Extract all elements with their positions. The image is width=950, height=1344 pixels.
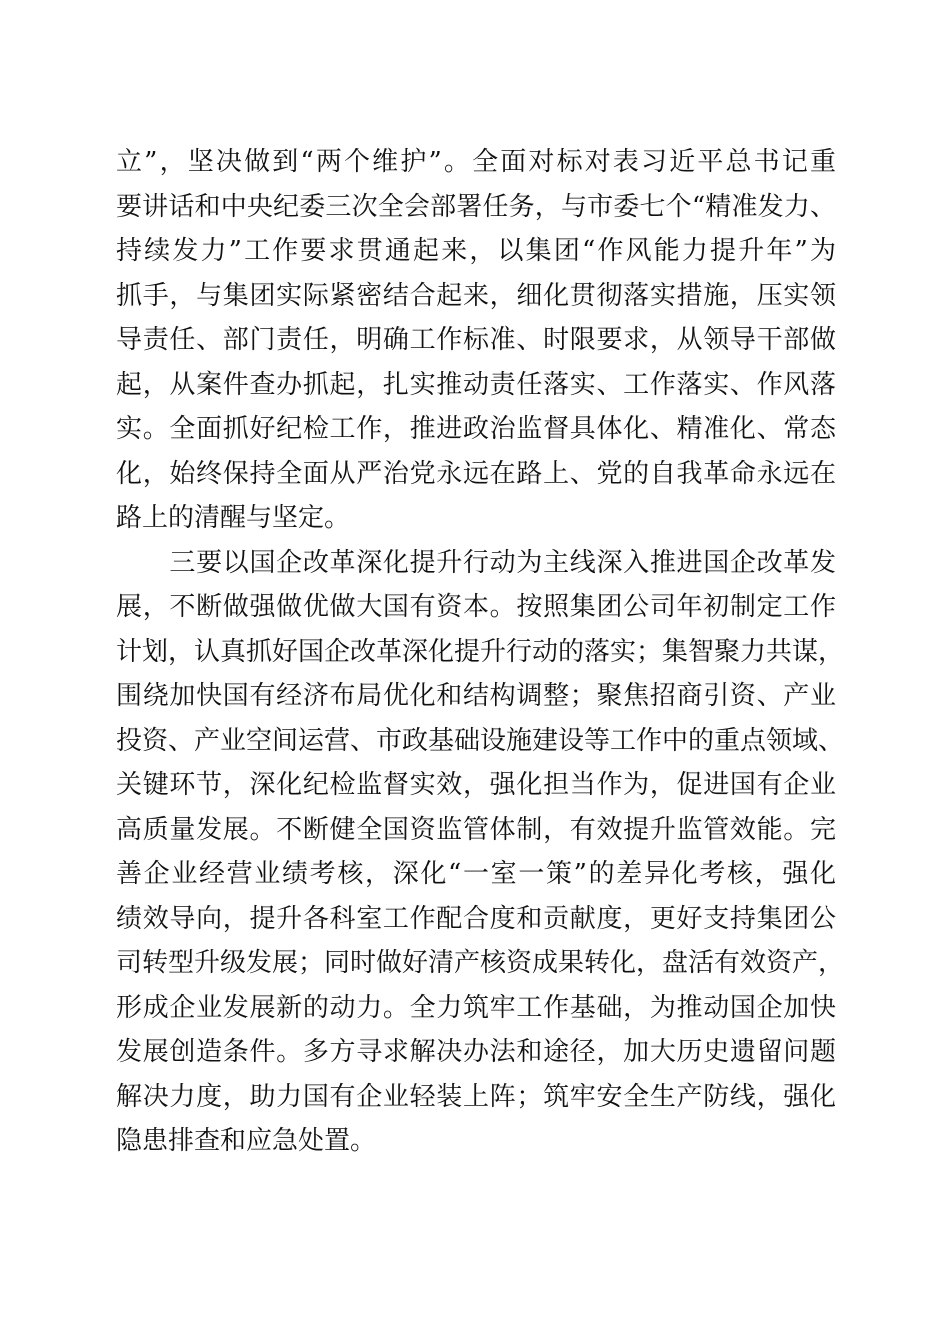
text-line: 持续发力”工作要求贯通起来，以集团“作风能力提升年”为 [116, 236, 836, 266]
paragraph-first-line: 三要以国企改革深化提升行动为主线深入推进国企改革发 [116, 547, 836, 578]
paragraph-end-line: 隐患排查和应急处置。 [116, 1126, 377, 1156]
text-line: 计划，认真抓好国企改革深化提升行动的落实；集智聚力共谋， [116, 636, 845, 667]
text-line: 司转型升级发展；同时做好清产核资成果转化，盘活有效资产， [116, 948, 845, 978]
text-line: 发展创造条件。多方寻求解决办法和途径，加大历史遗留问题 [116, 1037, 836, 1067]
body-text [116, 140, 845, 1164]
text-line: 高质量发展。不断健全国资监管体制，有效提升监管效能。完 [116, 814, 836, 845]
paragraph-end-line: 路上的清醒与坚定。 [116, 503, 351, 533]
text-line: 善企业经营业绩考核，深化“一室一策”的差异化考核，强化 [116, 859, 836, 889]
text-line: 起，从案件查办抓起，扎实推动责任落实、工作落实、作风落 [116, 369, 836, 400]
text-line: 围绕加快国有经济布局优化和结构调整；聚焦招商引资、产业 [116, 681, 836, 711]
text-line: 实。全面抓好纪检工作，推进政治监督具体化、精准化、常态 [116, 414, 836, 444]
text-line: 绩效导向，提升各科室工作配合度和贡献度，更好支持集团公 [116, 903, 836, 934]
text-line: 投资、产业空间运营、市政基础设施建设等工作中的重点领域、 [116, 725, 845, 756]
text-line: 导责任、部门责任，明确工作标准、时限要求，从领导干部做 [116, 325, 836, 355]
text-line: 抓手，与集团实际紧密结合起来，细化贯彻落实措施，压实领 [116, 280, 836, 311]
text-line: 关键环节，深化纪检监督实效，强化担当作为，促进国有企业 [116, 770, 836, 800]
text-line: 要讲话和中央纪委三次全会部署任务，与市委七个“精准发力、 [116, 191, 836, 222]
text-line: 化，始终保持全面从严治党永远在路上、党的自我革命永远在 [116, 458, 836, 489]
text-line: 展，不断做强做优做大国有资本。按照集团公司年初制定工作 [116, 592, 836, 622]
text-line: 形成企业发展新的动力。全力筑牢工作基础，为推动国企加快 [116, 992, 836, 1023]
text-line: 解决力度，助力国有企业轻装上阵；筑牢安全生产防线，强化 [116, 1081, 836, 1112]
text-line: 立”，坚决做到“两个维护”。全面对标对表习近平总书记重 [116, 147, 836, 177]
